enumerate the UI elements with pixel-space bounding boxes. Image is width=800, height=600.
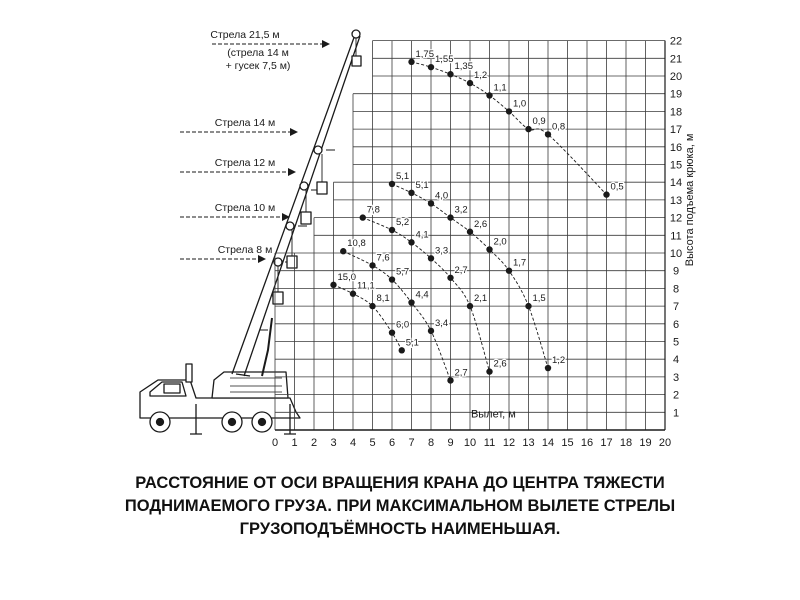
y-tick-label: 7 [672, 301, 680, 314]
data-label: 4,1 [415, 229, 429, 241]
caption-line-2: ПОДНИМАЕМОГО ГРУЗА. ПРИ МАКСИМАЛЬНОМ ВЫЛЕТЕ СТРЕЛЫ [124, 497, 676, 515]
boom-label [226, 47, 291, 72]
y-tick-label: 4 [672, 354, 680, 367]
data-label: 1,55 [435, 54, 454, 66]
boom-label-text: Стрела 12 м [214, 157, 276, 169]
x-tick-label: 1 [291, 437, 298, 449]
y-tick-label: 19 [669, 88, 683, 101]
x-tick-label: 5 [369, 437, 376, 449]
boom-label-arrowhead [290, 128, 298, 136]
data-label: 1,75 [415, 48, 434, 60]
crane-luffing-cylinder [262, 318, 272, 376]
data-label: 2,1 [474, 293, 488, 305]
x-tick-label: 4 [349, 437, 357, 449]
hook-block-10m [287, 256, 297, 268]
y-tick-label: 11 [670, 230, 682, 243]
x-axis-label: Вылет, м [470, 408, 516, 421]
x-tick-label: 11 [483, 437, 496, 449]
chart-grid [275, 41, 665, 430]
data-point [545, 131, 551, 137]
crane-exhaust [186, 364, 192, 382]
data-point [506, 108, 512, 114]
y-tick-label: 13 [669, 194, 683, 207]
data-point [467, 303, 473, 309]
data-point [408, 299, 414, 305]
y-tick-label: 3 [672, 371, 680, 384]
boom-label-arrowhead [258, 255, 266, 263]
data-point [486, 368, 492, 374]
data-label: 15,0 [337, 271, 356, 283]
y-tick-label: 17 [669, 124, 683, 137]
data-label: 11,1 [357, 280, 375, 292]
boom-label-text: + гусек 7,5 м) [225, 60, 291, 72]
data-point [467, 229, 473, 235]
data-label: 1,1 [493, 82, 507, 94]
x-tick-label: 0 [271, 437, 279, 449]
y-tick-label: 9 [672, 265, 680, 278]
data-point [369, 303, 375, 309]
y-tick-label: 8 [672, 283, 680, 296]
x-tick-label: 20 [658, 437, 672, 449]
x-tick-label: 9 [447, 437, 454, 449]
data-point [408, 59, 414, 65]
data-point [428, 64, 434, 70]
boom-label [210, 29, 330, 48]
y-tick-label: 2 [672, 389, 680, 402]
x-tick-label: 8 [427, 437, 435, 449]
x-tick-label: 13 [522, 437, 535, 449]
y-tick-label: 12 [669, 212, 683, 225]
data-point [399, 347, 405, 353]
data-label: 0,9 [532, 116, 546, 128]
data-point [389, 181, 395, 187]
data-point [506, 268, 512, 274]
boom-label-text: Стрела 14 м [214, 117, 276, 129]
boom-label-text: Стрела 21,5 м [210, 29, 280, 41]
data-label: 0,8 [552, 121, 566, 133]
y-tick-label: 18 [669, 106, 683, 119]
data-point [360, 214, 366, 220]
boom-label-text: Стрела 8 м [217, 244, 273, 256]
y-tick-label: 15 [669, 159, 683, 172]
data-label: 1,5 [532, 293, 546, 305]
data-point [447, 71, 453, 77]
data-label: 0,5 [610, 181, 624, 193]
data-label: 4,4 [415, 289, 429, 301]
data-label: 5,2 [396, 216, 410, 228]
x-tick-label: 18 [619, 437, 633, 449]
data-point [447, 377, 453, 383]
data-label: 3,3 [435, 245, 449, 257]
boom-label-arrowhead [282, 213, 290, 221]
boom-label-text: Стрела 10 м [214, 202, 276, 214]
x-tick-label: 6 [388, 437, 396, 449]
boom-label [180, 157, 296, 176]
hook-block-14m [317, 182, 327, 194]
x-tick-label: 2 [310, 437, 318, 449]
data-label: 5,1 [405, 337, 419, 349]
x-tick-label: 12 [502, 437, 516, 449]
data-label: 1,2 [552, 355, 566, 367]
data-label: 2,6 [493, 358, 507, 370]
y-tick-label: 5 [672, 336, 680, 349]
y-tick-label: 10 [669, 248, 683, 260]
data-point [369, 262, 375, 268]
boom-label [180, 244, 272, 263]
load-curve-5 [334, 285, 402, 350]
data-label: 2,6 [474, 218, 488, 230]
data-label: 8,1 [376, 293, 390, 305]
x-tick-label: 15 [561, 437, 574, 449]
y-tick-label: 16 [669, 141, 683, 154]
data-label: 5,1 [396, 170, 410, 182]
data-point [545, 365, 551, 371]
x-tick-label: 10 [463, 437, 477, 449]
caption-line-3: ГРУЗОПОДЪЁМНОСТЬ НАИМЕНЬШАЯ. [239, 520, 561, 538]
data-label: 3,2 [454, 204, 468, 216]
data-point [486, 92, 492, 98]
y-tick-label: 20 [669, 71, 683, 83]
boom-label [180, 202, 290, 221]
x-tick-label: 14 [541, 437, 555, 449]
caption-line-1: РАССТОЯНИЕ ОТ ОСИ ВРАЩЕНИЯ КРАНА ДО ЦЕНТРА ТЯЖЕСТИ [135, 474, 665, 492]
data-point [389, 227, 395, 233]
data-label: 6,0 [396, 319, 410, 331]
y-tick-label: 1 [672, 407, 680, 420]
data-point [408, 239, 414, 245]
hook-block-8m [273, 292, 283, 304]
data-label: 7,8 [366, 204, 380, 216]
y-tick-label: 14 [669, 177, 683, 190]
data-label: 2,7 [454, 367, 468, 379]
data-point [447, 275, 453, 281]
data-point [340, 248, 346, 254]
data-label: 1,2 [474, 70, 488, 82]
data-point [603, 191, 609, 197]
x-tick-label: 16 [580, 437, 594, 449]
data-label: 5,7 [396, 266, 410, 278]
data-point [389, 329, 395, 335]
data-point [525, 303, 531, 309]
boom-label [180, 117, 298, 136]
x-tick-label: 3 [330, 437, 337, 449]
y-tick-label: 21 [669, 53, 683, 66]
boom-labels [180, 29, 330, 263]
x-tick-label: 7 [408, 437, 415, 449]
data-label: 1,7 [513, 257, 527, 269]
data-point [330, 282, 336, 288]
x-tick-label: 17 [600, 437, 613, 449]
data-label: 1,35 [454, 61, 473, 73]
data-label: 10,8 [347, 238, 366, 250]
data-label: 2,7 [454, 264, 468, 276]
hook-block-21m [352, 56, 361, 66]
data-point [408, 190, 414, 196]
data-label: 2,0 [493, 236, 507, 248]
data-point [486, 246, 492, 252]
boom-label-arrowhead [288, 168, 296, 176]
caption [20, 472, 780, 541]
data-points [330, 49, 623, 384]
axis-labels [272, 36, 696, 449]
data-point [428, 255, 434, 261]
data-point [467, 80, 473, 86]
y-axis-label: Высота подъема крюка, м [684, 133, 696, 267]
data-point [428, 328, 434, 334]
y-tick-label: 6 [672, 318, 680, 331]
data-label: 3,4 [435, 317, 449, 329]
boom-label-arrowhead [322, 40, 330, 48]
data-label: 5,1 [415, 179, 429, 191]
data-point [350, 291, 356, 297]
data-point [447, 214, 453, 220]
data-label: 7,6 [376, 252, 390, 264]
x-tick-label: 19 [639, 437, 652, 449]
crane-cab-window [164, 384, 180, 393]
data-point [525, 126, 531, 132]
y-tick-label: 22 [669, 35, 683, 48]
hook-block-12m [301, 212, 311, 224]
crane-truck-drawing [140, 30, 361, 434]
data-label: 4,0 [435, 190, 449, 202]
data-label: 1,0 [513, 98, 527, 110]
data-point [389, 276, 395, 282]
data-point [428, 200, 434, 206]
boom-label-text: (стрела 14 м [227, 47, 289, 59]
